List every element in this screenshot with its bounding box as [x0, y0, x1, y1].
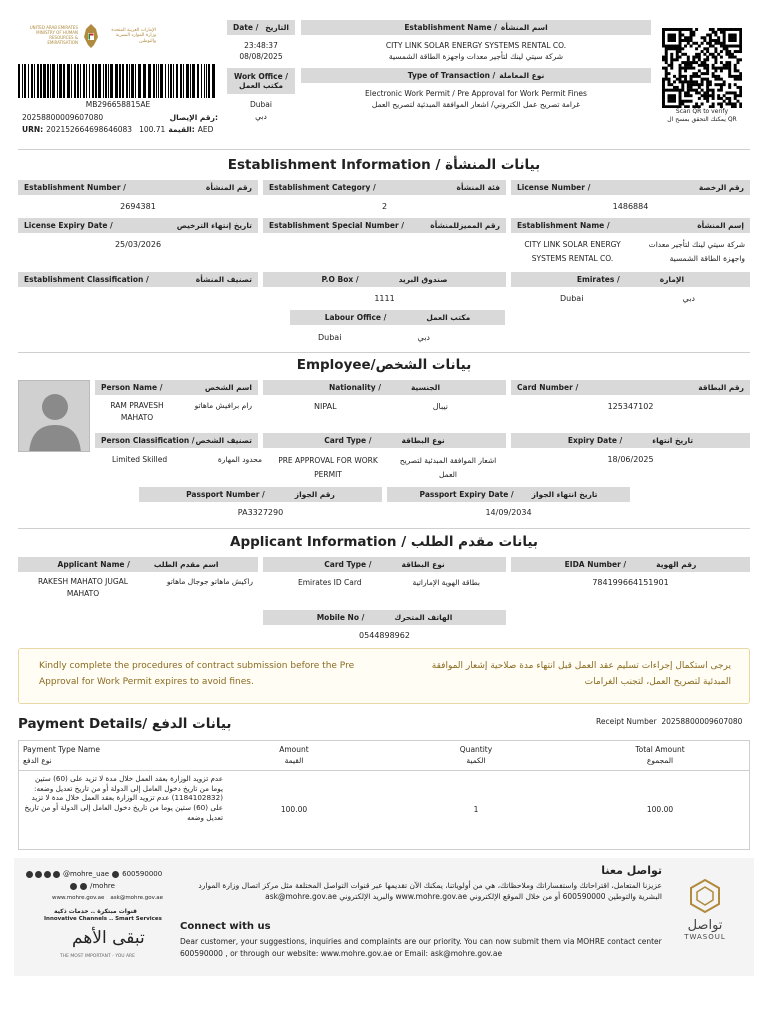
payment-table-header: Payment Type Name نوع الدفع Amount القيمة Quantity الكمية Total Amount المجموع — [19, 741, 749, 771]
twasoul-en: TWASOUL — [684, 933, 726, 941]
notice-text-ar: يرجى استكمال إجراءات تسليم عقد العمل قبل انتهاء مدة صلاحية إشعار الموافقة المبدئية لتصريح العمل، لتجنب الغرامات — [431, 661, 731, 687]
social-handle[interactable]: @mohre_uae — [63, 870, 110, 878]
twasoul-logo — [674, 878, 736, 941]
payment-amount: 100.00 — [280, 805, 308, 814]
payment-type-desc: عدم تزويد الوزارة بعقد العمل خلال مدة لا تزيد على (60) ستين يوما من تاريخ دخول العامل إلى الدولة أو من تاريخ تعديل وضعه: (1184102832) عدم تزويد الوزارة بعقد العمل خلال مدة لا تزيد على (60) ستين يوما من تاريخ دخول العامل إلى الدولة أو من تاريخ تعديل وضعه — [24, 774, 223, 822]
payment-title: Payment Details/ بيانات الدفع — [18, 716, 232, 732]
license-number-label: License Number / رقم الرخصة — [511, 180, 750, 195]
card-number-value: 125347102 — [607, 402, 654, 411]
contact-text-en: Dear customer, your suggestions, inquiries and complaints are our priority. You can now submit them via MOHRE contact center 600590000 , or through our website: www.mohre.gov.ae or Email: ask@mohre.gov.ae — [180, 937, 662, 958]
footer — [14, 858, 754, 976]
amount-value: 100.71 — [139, 125, 166, 134]
web-link[interactable]: www.mohre.gov.ae — [52, 895, 105, 901]
logo-text-en: UNITED ARAB EMIRATES MINISTRY OF HUMAN RESOURCES & EMIRATISATION — [29, 25, 78, 45]
transaction-value: Electronic Work Permit / Pre Approval for Work Permit Fines غرامة تصريح عمل الكتروني/ اشعار الموافقة المبدئية لتصريح العمل — [365, 89, 587, 110]
license-number-value: 1486884 — [612, 202, 649, 211]
mobile-value: 0544898962 — [359, 631, 410, 640]
person-name-value: RAM PRAVESH MAHATO رام برافيش ماهاتو — [110, 401, 252, 422]
urn-value: 202152664698646083 — [46, 125, 133, 134]
work-office-value: Dubai دبي — [250, 100, 272, 121]
notice-box — [18, 648, 750, 704]
passport-expiry-value: 14/09/2034 — [485, 508, 532, 517]
card-type-label: Card Type / نوع البطاقة — [263, 433, 506, 448]
passport-label: Passport Number / رقم الجواز — [139, 487, 382, 502]
amount-currency: AED — [197, 125, 214, 134]
social-handle-2[interactable]: /mohre — [90, 882, 115, 890]
labour-office-label: Labour Office / مكتب العمل — [290, 310, 505, 325]
emirates-value: Dubai دبي — [560, 294, 695, 303]
establishment-title: Establishment Information / بيانات المنشأة — [227, 157, 541, 173]
est-name-value: CITY LINK SOLAR ENERGY SYSTEMS RENTAL CO. شركة سيتي لينك لتأجير معدات واجهزة الطاقة الشمسية — [385, 41, 567, 62]
divider — [18, 528, 750, 529]
slogan-en: THE MOST IMPORTANT - YOU ARE — [60, 954, 136, 959]
eida-value: 784199664151901 — [592, 578, 669, 587]
payment-quantity: 1 — [473, 805, 479, 814]
receipt-value: 20258800009607080 — [22, 113, 104, 122]
mobile-label: Mobile No / الهاتف المتحرك — [263, 610, 506, 625]
applicant-title: Applicant Information / بيانات مقدم الطلب — [230, 534, 538, 550]
transaction-label: Type of Transaction / نوع المعاملة — [301, 68, 651, 83]
person-class-label: Person Classification / تصنيف الشخص — [95, 433, 258, 448]
table-row — [19, 771, 749, 849]
phone-icon — [112, 871, 119, 878]
emblem-icon — [82, 23, 100, 49]
barcode — [18, 64, 218, 98]
channels-en: Innovative Channels .. Smart Services — [44, 916, 162, 922]
applicant-name-value: RAKESH MAHATO JUGAL MAHATO راكيش ماهاتو جوجال ماهاتو — [38, 577, 253, 598]
receipt-number: Receipt Number 20258800009607080 — [596, 717, 743, 726]
est-special-label: Establishment Special Number / رقم المميزللمنشأة — [263, 218, 506, 233]
passport-value: PA3327290 — [237, 508, 284, 517]
work-office-label: Work Office / مكتب العمل — [227, 68, 295, 94]
web-line — [52, 895, 163, 901]
labour-office-value: Dubai دبي — [318, 333, 430, 342]
nationality-label: Nationality / الجنسية — [263, 380, 506, 395]
divider — [18, 352, 750, 353]
applicant-card-type-label: Card Type / نوع البطاقة — [263, 557, 506, 572]
applicant-card-type-value: Emirates ID Card بطاقة الهوية الإماراتية — [298, 578, 480, 587]
card-type-value: PRE APPROVAL FOR WORK PERMIT اشعار الموافقة المبدئية لتصريح العمل — [278, 456, 497, 480]
passport-expiry-label: Passport Expiry Date / تاريخ انتهاء الجواز — [387, 487, 630, 502]
divider — [18, 149, 750, 150]
person-name-label: Person Name / اسم الشخص — [95, 380, 258, 395]
est-name-label-2: Establishment Name / إسم المنشأة — [511, 218, 750, 233]
person-class-value: Limited Skilled محدود المهارة — [112, 455, 262, 464]
receipt-line — [22, 113, 218, 122]
est-classification-label: Establishment Classification / تصنيف المنشأة — [18, 272, 258, 287]
twasoul-ar: تواصل — [687, 918, 723, 933]
avatar-placeholder-icon — [19, 381, 90, 452]
est-number-value: 2694381 — [120, 202, 156, 211]
employee-photo — [18, 380, 90, 452]
barcode-code: MB296658815AE — [85, 100, 151, 109]
date-label: Date / التاريخ — [227, 20, 295, 35]
qr-code[interactable] — [662, 28, 742, 108]
time-value: 23:48:37 — [244, 41, 278, 50]
contact-text-ar: عزيزنا المتعامل، اقتراحاتك واستفساراتك وملاحظاتك، هي من أولوياتنا، يمكنك الآن تقديمها عبر قنوات التواصل المختلفة مثل مركز اتصال وزارة الموارد البشرية والتوطين 600590000 أو من خلال الموقع الإلكتروني www.mohre.gov.ae والبريد الإلكتروني ask@mohre.gov.ae — [198, 881, 662, 902]
channels-ar: قنوات مبتكرة .. خدمات ذكية — [54, 908, 137, 915]
urn-line — [22, 125, 218, 134]
payment-table — [18, 740, 750, 850]
applicant-name-label: Applicant Name / اسم مقدم الطلب — [18, 557, 258, 572]
pobox-label: P.O Box / صندوق البريد — [263, 272, 506, 287]
social-icons — [26, 871, 60, 878]
est-category-label: Establishment Category / فئة المنشأة — [263, 180, 506, 195]
nationality-value: NIPAL نيبال — [314, 402, 448, 411]
amount-label-ar: القيمة: — [168, 125, 195, 134]
payment-total: 100.00 — [646, 805, 674, 814]
phone-number[interactable]: 600590000 — [122, 870, 163, 878]
date-value — [227, 40, 295, 63]
license-expiry-value: 25/03/2026 — [114, 240, 162, 249]
eida-label: EIDA Number / رقم الهوية — [511, 557, 750, 572]
qr-caption: Scan QR to verify يمكنك التحقق بمسح ال QR — [667, 108, 737, 123]
notice-text-en: Kindly complete the procedures of contract submission before the Pre Approval for Work Permit expires to avoid fines. — [39, 661, 355, 687]
expiry-date-value: 18/06/2025 — [607, 455, 654, 464]
contact-title: Connect with us — [180, 921, 271, 932]
receipt-label-ar: رقم الإيصال: — [169, 113, 218, 122]
logo-text-ar: الإمارات العربية المتحدة وزارة الموارد البشرية والتوطين — [111, 27, 156, 44]
est-category-value: 2 — [381, 202, 388, 211]
est-number-label: Establishment Number / رقم المنشأة — [18, 180, 258, 195]
emirates-label: Emirates / الإمارة — [511, 272, 750, 287]
license-expiry-label: License Expiry Date / تاريخ إنتهاء الترخيص — [18, 218, 258, 233]
pobox-value: 1111 — [374, 294, 395, 303]
urn-label: URN: — [22, 125, 44, 134]
date-text: 08/08/2025 — [239, 52, 283, 62]
ministry-logo — [18, 20, 158, 52]
social-line — [26, 870, 162, 878]
employee-title: Employee/بيانات الشخص — [296, 357, 472, 373]
expiry-date-label: Expiry Date / تاريخ انتهاء — [511, 433, 750, 448]
slogan-ar: تبقى الأهم — [72, 928, 145, 948]
social-line-2 — [70, 882, 115, 890]
email-small[interactable]: ask@mohre.gov.ae — [110, 895, 163, 901]
contact-title-ar: تواصل معنا — [601, 864, 662, 877]
est-name-value-2: CITY LINK SOLAR ENERGY SYSTEMS RENTAL CO. شركة سيتي لينك لتأجير معدات واجهزة الطاقة الشمسية — [524, 240, 745, 264]
twasoul-icon — [687, 878, 723, 914]
est-name-label: Establishment Name / اسم المنشأة — [301, 20, 651, 35]
card-number-label: Card Number / رقم البطاقة — [511, 380, 750, 395]
